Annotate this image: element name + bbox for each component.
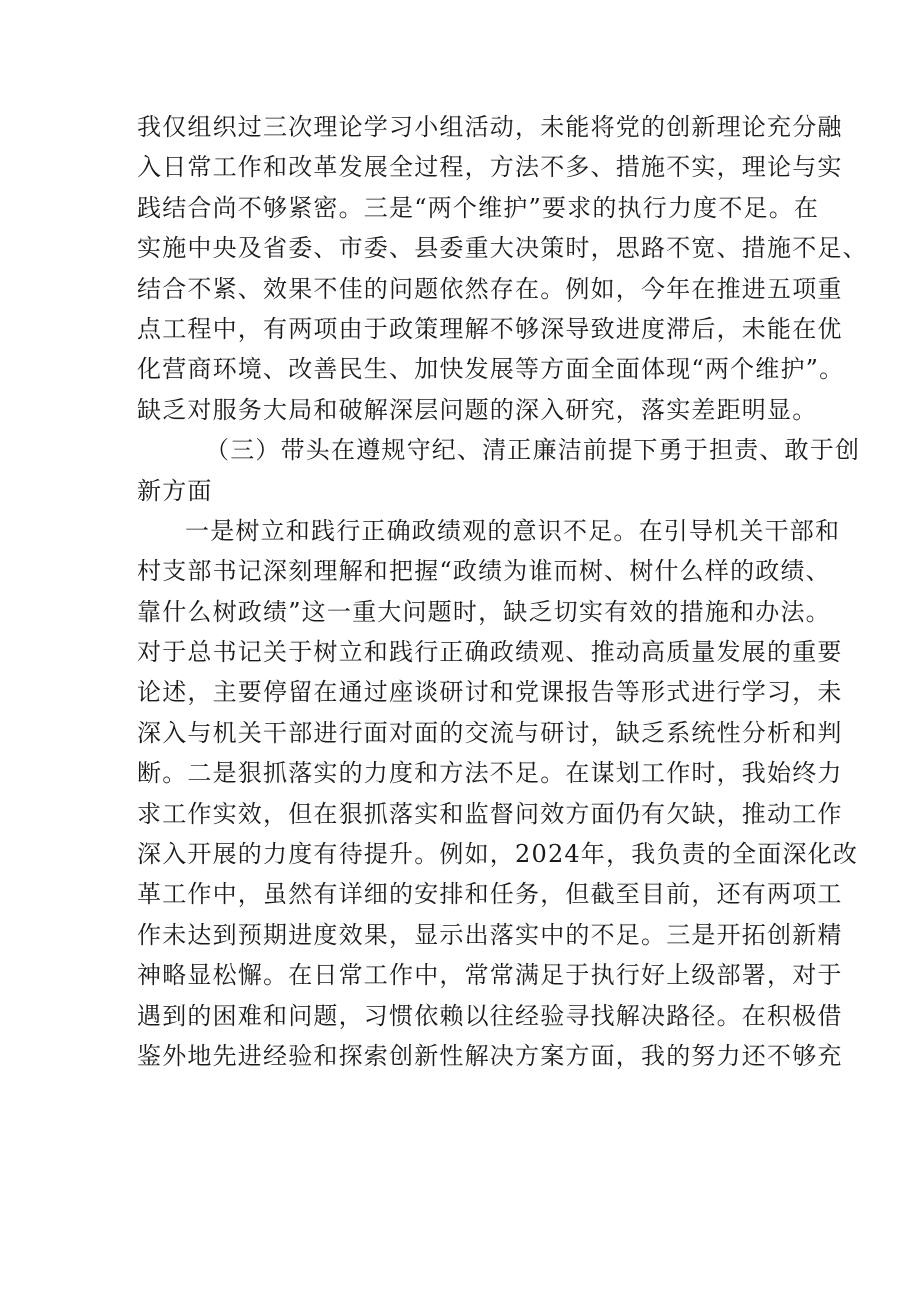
text-line: 作未达到预期进度效果，显示出落实中的不足。三是开拓创新精 [137, 920, 843, 949]
text-line: 断。二是狠抓落实的力度和方法不足。在谋划工作时，我始终力 [137, 759, 843, 788]
text-line: 我仅组织过三次理论学习小组活动，未能将党的创新理论充分融 [137, 113, 843, 141]
text-line: 遇到的困难和问题，习惯依赖以往经验寻找解决路径。在积极借 [137, 1001, 843, 1030]
text-line: 深入与机关干部进行面对面的交流与研讨，缺乏系统性分析和判 [137, 718, 843, 747]
text-line: 对于总书记关于树立和践行正确政绩观、推动高质量发展的重要 [137, 638, 843, 667]
text-line: 实施中央及省委、市委、县委重大决策时，思路不宽、措施不足、 [137, 234, 868, 263]
text-line: 论述，主要停留在通过座谈研讨和党课报告等形式进行学习，未 [137, 678, 843, 707]
text-line: 革工作中，虽然有详细的安排和任务，但截至目前，还有两项工 [137, 880, 843, 909]
text-line: 求工作实效，但在狠抓落实和监督问效方面仍有欠缺，推动工作 [137, 799, 843, 828]
section-heading: （三）带头在遵规守纪、清正廉洁前提下勇于担责、敢于创 [205, 436, 861, 465]
text-line: 践结合尚不够紧密。三是“两个维护”要求的执行力度不足。在 [137, 193, 820, 222]
paragraph-first-line: 一是树立和践行正确政绩观的意识不足。在引导机关干部和 [185, 516, 841, 545]
text-line: 点工程中，有两项由于政策理解不够深导致进度滞后，未能在优 [137, 314, 843, 343]
text-line: 鉴外地先进经验和探索创新性解决方案方面，我的努力还不够充 [137, 1041, 843, 1070]
text-line: 神略显松懈。在日常工作中，常常满足于执行好上级部署，对于 [137, 961, 843, 990]
text-line: 入日常工作和改革发展全过程，方法不多、措施不实，理论与实 [137, 153, 843, 182]
text-line: 结合不紧、效果不佳的问题依然存在。例如，今年在推进五项重 [137, 274, 843, 303]
text-line: 化营商环境、改善民生、加快发展等方面全面体现“两个维护”。 [137, 355, 845, 384]
text-line: 村支部书记深刻理解和把握“政绩为谁而树、树什么样的政绩、 [137, 557, 831, 586]
text-line: 深入开展的力度有待提升。例如，2024年，我负责的全面深化改 [137, 840, 859, 869]
section-heading-continuation: 新方面 [137, 476, 213, 505]
text-line: 靠什么树政绩”这一重大问题时，缺乏切实有效的措施和办法。 [137, 597, 831, 626]
text-line: 缺乏对服务大局和破解深层问题的深入研究，落实差距明显。 [137, 395, 818, 424]
document-body [137, 107, 868, 1076]
